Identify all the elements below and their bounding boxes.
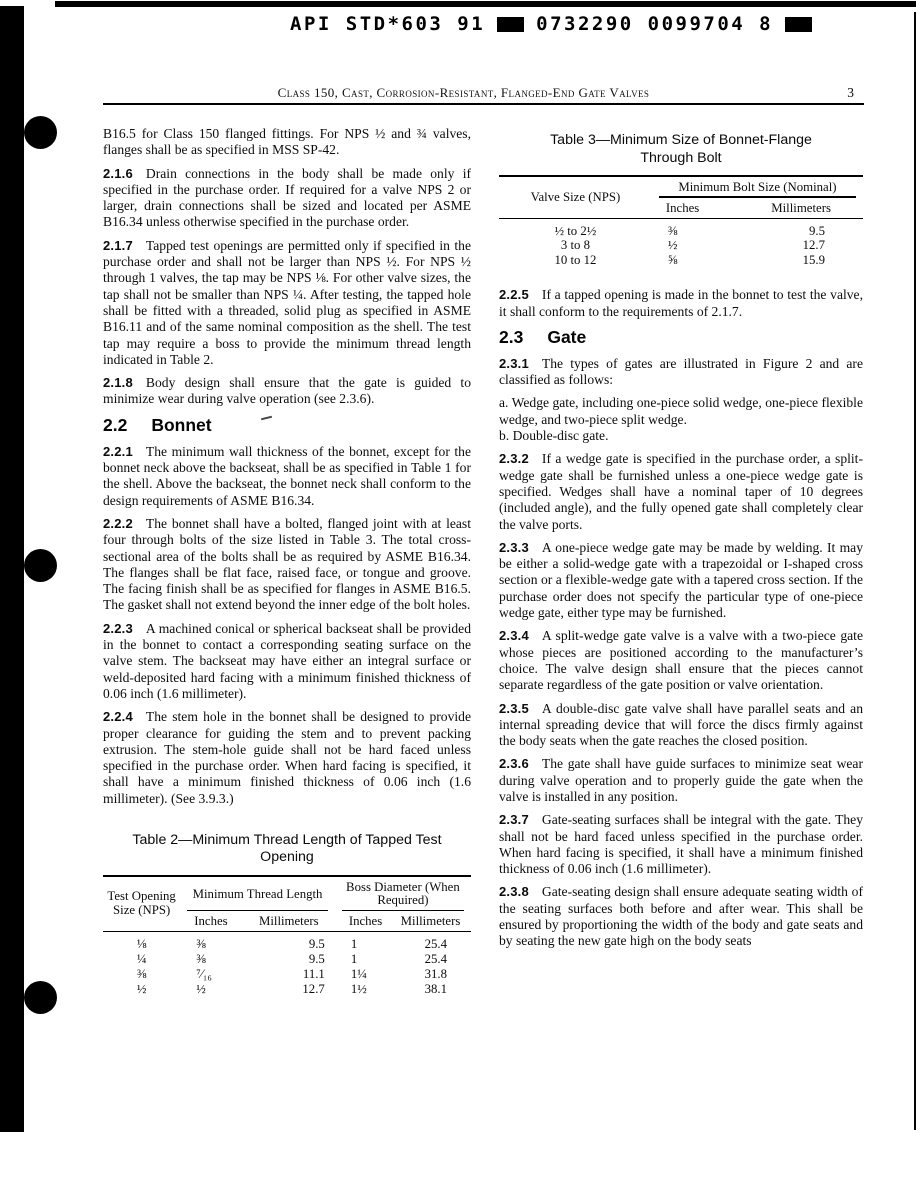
paragraph-text: If a tapped opening is made in the bonnet to test the valve, it shall conform to the requirements of 2.1.7. [499, 287, 863, 319]
cell-bolt-inches: ⅜ [667, 223, 678, 238]
table-3-subheader-millimeters: Millimeters [771, 200, 831, 215]
table-3-header [499, 176, 863, 218]
section-heading-title: Gate [547, 326, 587, 347]
paragraph-text: A machined conical or spherical backseat shall be provided in the bonnet to contact a corresponding seating surface on the valve stem. The backseat may have either an integral surface or weld-deposited hard facing with a minimum finished thickness of 0.06 inch (1.6 millimeter). [103, 620, 471, 701]
cell-boss-mm: 31.8 [424, 967, 447, 982]
paragraph-intro-continuation [103, 126, 471, 159]
paragraph-2-3-3 [499, 540, 863, 621]
paragraph-text: Gate-seating surfaces shall be integral with the gate. They shall not be hard faced unless specified in the purchase order. When hard facing is specified, it shall have a minimum finished thickness of 0.06 inch (1.6 millimeter). [499, 812, 863, 877]
table-2-subheader-inches: Inches [348, 913, 383, 928]
section-number: 2.3.3 [499, 539, 529, 555]
paragraph-2-1-7 [103, 238, 471, 368]
cell-thread-mm: 9.5 [308, 952, 325, 967]
scan-edge-top-bar [55, 1, 916, 7]
section-number: 2.2.2 [103, 515, 133, 531]
paragraph-2-2-1 [103, 444, 471, 509]
cell-thread-inches: ⁷⁄₁₆ [196, 967, 212, 982]
cell-bolt-mm: 9.5 [809, 223, 825, 238]
cell-opening-size: ¼ [136, 952, 147, 967]
list-item-a: a. Wedge gate, including one-piece solid wedge, one-piece flexible wedge, and two-piece split wedge. [499, 395, 863, 427]
cell-boss-mm: 38.1 [424, 982, 447, 997]
scan-edge-left-bar [0, 6, 24, 1132]
section-number: 2.3.2 [499, 451, 529, 467]
paragraph-2-2-4 [103, 709, 471, 807]
table-2-group-boss-diameter: Boss Diameter (When Required) [335, 876, 471, 911]
table-3-title: Table 3—Minimum Size of Bonnet-Flange Through Bolt [550, 132, 812, 166]
header-rule [103, 103, 864, 105]
table-2-group-thread-length: Minimum Thread Length [180, 876, 335, 911]
paragraph-text: A split-wedge gate valve is a valve with a two-piece gate whose pieces are positioned according to the manufacturer’s choice. The valve design shall ensure that the pieces cannot separate regardless of the gate position or valve orientation. [499, 628, 863, 693]
paragraph-text: The gate shall have guide surfaces to minimize seat wear during valve operation and to properly guide the gate when the valve is installed in any position. [499, 756, 863, 804]
gate-type-list [499, 395, 863, 444]
paragraph-2-1-8 [103, 375, 471, 408]
paragraph-text: B16.5 for Class 150 flanged fittings. For NPS ½ and ¾ valves, flanges shall be as specified in MSS SP-42. [103, 126, 471, 158]
paragraph-text: The types of gates are illustrated in Figure 2 and are classified as follows: [499, 355, 863, 388]
paragraph-2-3-8 [499, 884, 863, 949]
section-number: 2.1.6 [103, 165, 133, 181]
table-row [499, 238, 863, 253]
section-number: 2.3.1 [499, 355, 529, 371]
section-heading-2-3 [499, 327, 863, 347]
paragraph-2-3-4 [499, 628, 863, 693]
paragraph-text: The bonnet shall have a bolted, flanged joint with at least four through bolts of the size listed in Table 3. The total cross-sectional area of the bolts shall be as required by ASME B16.34. The flanges shall be flat face, raised face, or tongue and groove. The facing finish shall be as specified for flanges in ASME B16.5. The gasket shall not extend beyond the inner edge of the bolt holes. [103, 515, 471, 613]
running-head [103, 85, 864, 103]
cell-boss-mm: 25.4 [424, 936, 447, 951]
table-row [103, 931, 471, 952]
cell-boss-inches: 1¼ [350, 967, 367, 982]
table-row [103, 982, 471, 997]
cell-bolt-mm: 12.7 [802, 238, 825, 253]
paragraph-text: Drain connections in the body shall be made only if specified in the purchase order. If required for a valve NPS 2 or larger, drain connections shall be sized and located per ASME B16.34 unless otherwise specified in the purchase order. [103, 165, 471, 230]
cell-valve-size: ½ to 2½ [554, 223, 597, 238]
section-number: 2.1.7 [103, 237, 133, 253]
table-row [103, 967, 471, 982]
section-number: 2.3.7 [499, 812, 529, 828]
ocr-header-line [290, 12, 812, 36]
cell-boss-mm: 25.4 [424, 952, 447, 967]
table-2-col-header-size: Test Opening Size (NPS) [107, 889, 176, 917]
section-number: 2.1.8 [103, 375, 133, 391]
table-3-subheader-inches: Inches [665, 200, 700, 215]
table-3 [499, 132, 863, 267]
column-right [499, 128, 863, 957]
section-heading-number: 2.2 [103, 414, 128, 435]
paragraph-text: Gate-seating design shall ensure adequate seating width of the seating surfaces both before and after wear. This shall be ensured by proportioning the width of the body and gate seats and by seating the new gate high on the body seats [499, 884, 863, 949]
paragraph-2-3-6 [499, 756, 863, 805]
cell-bolt-mm: 15.9 [802, 252, 825, 267]
section-heading-title: Bonnet [151, 414, 212, 435]
cell-bolt-inches: ½ [667, 238, 678, 253]
paragraph-2-2-5 [499, 287, 863, 320]
table-row [499, 253, 863, 268]
section-number: 2.2.3 [103, 620, 133, 636]
table-row [103, 952, 471, 967]
scan-edge-right-line [914, 12, 916, 1130]
cell-bolt-inches: ⅝ [667, 252, 678, 267]
paragraph-2-2-3 [103, 621, 471, 702]
cell-thread-inches: ⅜ [196, 952, 206, 967]
cell-thread-mm: 11.1 [302, 967, 325, 982]
section-number: 2.3.8 [499, 884, 529, 900]
paragraph-text: If a wedge gate is specified in the purchase order, a split-wedge gate shall be furnished unless a one-piece wedge gate is specified. Wedges shall have a nominal taper of 10 degrees (included angle), and the fully opened gate shall completely clear the valve ports. [499, 451, 863, 532]
paragraph-2-3-7 [499, 812, 863, 877]
table-2 [103, 832, 471, 997]
paragraph-2-1-6 [103, 166, 471, 231]
table-2-subheader-millimeters: Millimeters [400, 913, 461, 928]
page-number: 3 [847, 85, 854, 100]
table-2-subheader-millimeters: Millimeters [258, 913, 319, 928]
section-number: 2.2.4 [103, 709, 133, 725]
section-number: 2.3.6 [499, 756, 529, 772]
list-item-b: b. Double-disc gate. [499, 428, 609, 444]
paragraph-text: A double-disc gate valve shall have parallel seats and an internal spreading device that will force the discs firmly against the body seats when the gate reaches the closed position. [499, 700, 863, 749]
punch-hole [24, 981, 57, 1014]
paragraph-2-3-2 [499, 451, 863, 532]
paragraph-2-3-5 [499, 701, 863, 750]
section-number: 2.3.4 [499, 628, 529, 644]
table-row [499, 218, 863, 238]
section-number: 2.3.5 [499, 700, 529, 716]
paragraph-text: A one-piece wedge gate may be made by welding. It may be either a solid-wedge gate with a trapezoidal or I-shaped cross section or a flexible-wedge gate with a tapered cross section. If the purchase order does not specify the particular type of one-piece wedge gate, either type may be furnished. [499, 539, 863, 621]
punch-hole [24, 116, 57, 149]
paragraph-text: The stem hole in the bonnet shall be designed to provide proper clearance for guiding the stem and to prevent packing extrusion. The stem-hole guide shall not be hard faced unless specified in the purchase order. When hard facing is specified, it shall have a minimum finished thickness of 0.06 inch (1.6 millimeter). (See 3.9.3.) [103, 709, 471, 806]
cell-thread-mm: 9.5 [308, 936, 325, 951]
punch-hole [24, 549, 57, 582]
section-heading-number: 2.3 [499, 326, 524, 347]
cell-valve-size: 10 to 12 [554, 252, 597, 267]
cell-opening-size: ⅜ [136, 967, 147, 982]
paragraph-text: Body design shall ensure that the gate is guided to minimize wear during valve operation (see 2.3.6). [103, 375, 471, 407]
scan-artifact [261, 415, 272, 420]
paragraph-2-2-2 [103, 516, 471, 614]
redaction-block-icon [497, 17, 524, 32]
cell-thread-inches: ½ [196, 982, 206, 997]
table-3-group-bolt-size: Minimum Bolt Size (Nominal) [652, 176, 863, 198]
paragraph-text: The minimum wall thickness of the bonnet, except for the bonnet neck above the backseat, shall be as specified in Table 1 for the shell. Above the backseat, the bonnet neck shall conform to the design requirements of ASME B16.34. [103, 443, 471, 508]
redaction-block-icon [785, 17, 812, 32]
cell-opening-size: ⅛ [136, 936, 147, 951]
table-2-title: Table 2—Minimum Thread Length of Tapped Test Opening [132, 831, 442, 866]
section-number: 2.2.1 [103, 443, 133, 459]
cell-thread-mm: 12.7 [302, 982, 325, 997]
running-head-title: Class 150, Cast, Corrosion-Resistant, Flanged-End Gate Valves [277, 85, 650, 100]
table-2-grid [103, 875, 471, 997]
table-2-subheader-inches: Inches [194, 913, 228, 928]
paragraph-text: Tapped test openings are permitted only if specified in the purchase order and shall not be larger than NPS ½. For NPS ½ through 1 valves, the tap may be NPS ⅛. For other valve sizes, the tap shall not be smaller than NPS ¼. After testing, the tapped hole shall be fitted with a threaded, solid plug as specified in ASME B16.11 and of the same nominal composition as the shell. The test tap may require a boss to provide the minimum thread length indicated in Table 2. [103, 237, 471, 367]
cell-boss-inches: 1 [350, 936, 358, 951]
cell-boss-inches: 1½ [350, 982, 367, 997]
ocr-standard-number: API STD*603 91 [290, 13, 486, 35]
column-left [103, 126, 471, 997]
section-heading-2-2 [103, 415, 471, 435]
cell-boss-inches: 1 [350, 952, 358, 967]
cell-valve-size: 3 to 8 [560, 238, 591, 253]
cell-opening-size: ½ [136, 982, 147, 997]
section-number: 2.2.5 [499, 287, 529, 303]
table-2-header [103, 876, 471, 932]
table-3-col-header-valve-size: Valve Size (NPS) [530, 189, 621, 204]
paragraph-2-3-1 [499, 356, 863, 389]
table-3-grid [499, 175, 863, 267]
ocr-document-code: 0732290 0099704 8 [536, 13, 774, 35]
cell-thread-inches: ⅜ [196, 936, 206, 951]
